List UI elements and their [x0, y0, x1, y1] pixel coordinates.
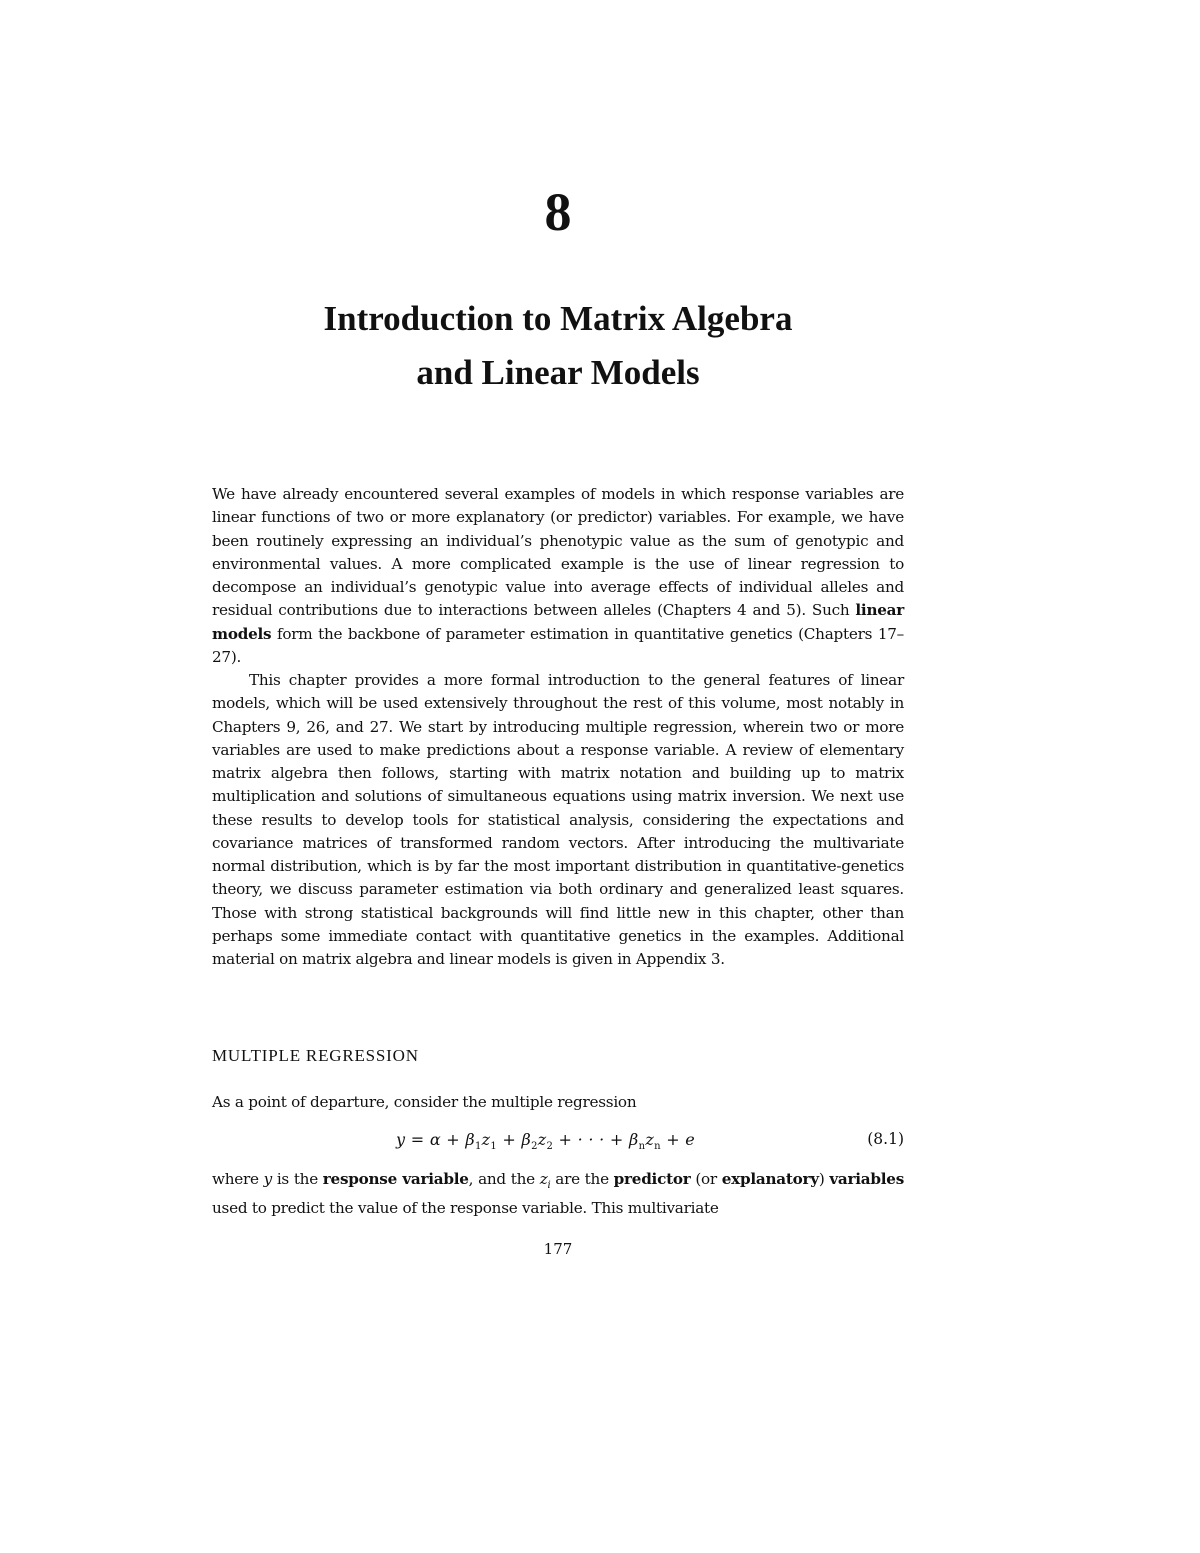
term-linear-models: linear models — [212, 601, 904, 643]
var-y: y — [263, 1170, 272, 1188]
after-eq-text-3: , and the — [468, 1170, 540, 1188]
after-eq-text-4: are the — [550, 1170, 614, 1188]
equation-8-1 — [212, 1130, 904, 1156]
var-z: z — [539, 1170, 548, 1188]
chapter-title-line-1: Introduction to Matrix Algebra — [323, 299, 793, 338]
intro-p1-text-b: form the backbone of parameter estimation in quantitative genetics (Chapters 17–27). — [212, 624, 904, 666]
term-explanatory: explanatory — [721, 1170, 819, 1188]
equation-lead-in: As a point of departure, consider the multiple regression — [212, 1093, 637, 1111]
var-z-subscript: i — [547, 1180, 551, 1192]
intro-text — [212, 483, 904, 971]
term-response-variable: response variable — [322, 1170, 469, 1188]
after-eq-text-6: ) — [818, 1170, 830, 1188]
page-number: 177 — [543, 1240, 573, 1258]
after-equation-text — [212, 1168, 904, 1221]
term-predictor: predictor — [613, 1170, 691, 1188]
term-variables: variables — [829, 1170, 904, 1188]
chapter-title — [0, 292, 1116, 400]
var-zi — [539, 1170, 551, 1192]
after-eq-text-5: (or — [690, 1170, 722, 1188]
chapter-number: 8 — [544, 182, 572, 242]
equation-body: $y = \alpha + \beta_1z_1 + \beta_2z_2$ + · · · + $\beta_nz_n + e$ — [396, 1130, 696, 1153]
equation-number: (8.1) — [867, 1130, 904, 1148]
intro-paragraph-1 — [212, 483, 904, 669]
after-equation-paragraph — [212, 1168, 904, 1221]
after-eq-text-7: used to predict the value of the response variable. This multivariate — [212, 1199, 719, 1218]
after-eq-text-2: is the — [271, 1170, 323, 1188]
intro-p1-text-a: We have already encountered several examples of models in which response variables are linear functions of two or more explanatory (or predictor) variables. For example, we have been routinely expressing an individual’s phenotypic value as the sum of genotypic and environmental values. A more complicated example is the use of linear regression to decompose an individual’s genotypic value into average effects of individual alleles and residual contributions due to interactions between alleles (Chapters 4 and 5). Such — [212, 485, 904, 620]
intro-paragraph-2: This chapter provides a more formal introduction to the general features of linear models, which will be used extensively throughout the rest of this volume, most notably in Chapters 9, 26, and 27. We start by introducing multiple regression, wherein two or more variables are used to make predictions about a response variable. A review of elementary matrix algebra then follows, starting with matrix notation and building up to matrix multiplication and solutions of simultaneous equations using matrix inversion. We next use these results to develop tools for statistical analysis, considering the expectations and covariance matrices of transformed random vectors. After introducing the multivariate normal distribution, which is by far the most important distribution in quantitative-genetics theory, we discuss parameter estimation via both ordinary and generalized least squares. Those with strong statistical backgrounds will find little new in this chapter, other than perhaps some immediate contact with quantitative genetics in the examples. Additional material on matrix algebra and linear models is given in Appendix 3. — [212, 671, 904, 968]
after-eq-text-1: where — [212, 1170, 264, 1188]
chapter-title-line-2: and Linear Models — [416, 353, 700, 392]
section-heading: MULTIPLE REGRESSION — [212, 1046, 419, 1065]
